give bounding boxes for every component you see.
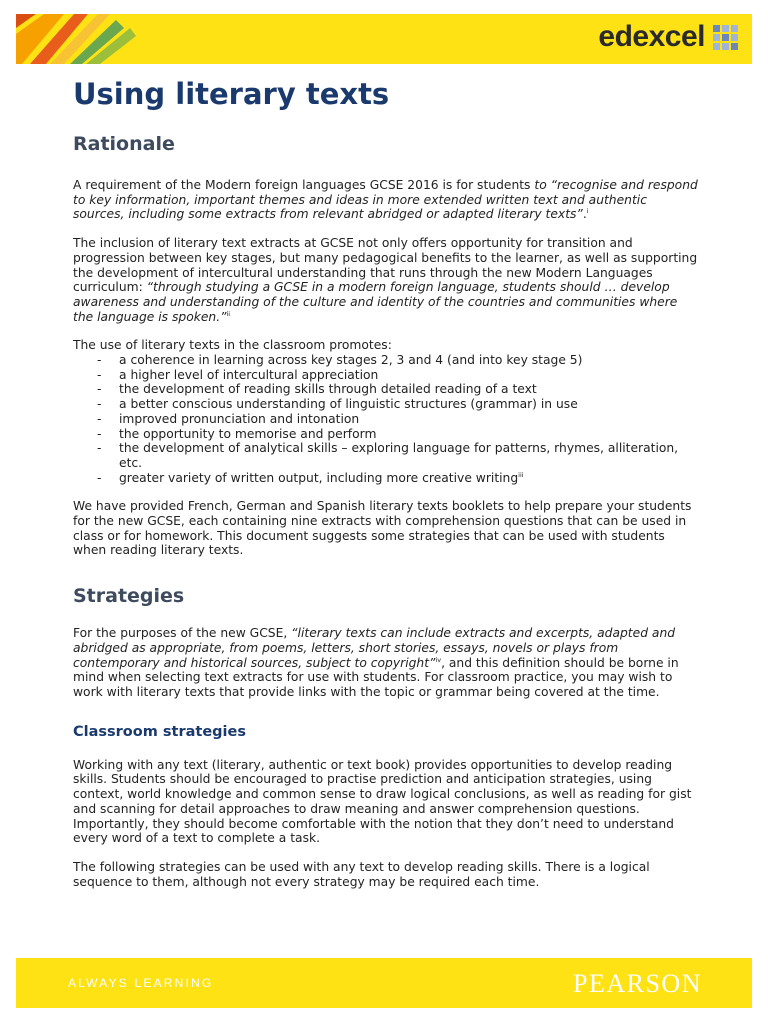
- list-intro: The use of literary texts in the classroom promotes:: [73, 338, 392, 353]
- footnote-ref: i: [586, 207, 589, 216]
- section-heading-strategies: Strategies: [73, 585, 185, 608]
- text-run: The inclusion of literary text extracts at GCSE not only offers opportunity for transition and progression between key stages, but many pedagogical benefits to the learner, as well as supporting the development of intercultural understanding that runs through the new Modern Languages curriculum:: [73, 236, 698, 295]
- list-item: [97, 471, 701, 486]
- classroom-paragraph-2: The following strategies can be used with any text to develop reading skills. There is a logical sequence to them, although not every strategy may be required each time.: [73, 859, 650, 889]
- classroom-paragraph-1: Working with any text (literary, authentic or text book) provides opportunities to develop reading skills. Students should be encouraged to practise prediction and anticipation strategies, using context, world knowledge and common sense to draw logical conclusions, as well as reading for gist and scanning for detail approaches to draw meaning and answer comprehension questions. Importantly, they should become comfortable with the notion that they don’t need to understand every word of a text to complete a task.: [73, 757, 692, 846]
- document-body: [73, 74, 701, 889]
- edexcel-logo: [598, 22, 738, 52]
- rationale-paragraph-2: [73, 236, 701, 324]
- text-run: A requirement of the Modern foreign languages GCSE 2016 is for students: [73, 178, 535, 192]
- text-run: .: [582, 207, 587, 222]
- list-item: - the opportunity to memorise and perform: [97, 427, 701, 442]
- list-item: - a better conscious understanding of linguistic structures (grammar) in use: [97, 397, 701, 412]
- pencils-image: [16, 14, 156, 64]
- text-run: For the purposes of the new GCSE,: [73, 626, 292, 641]
- rationale-paragraph-3: We have provided French, German and Spanish literary texts booklets to help prepare your students for the new GCSE, each containing nine extracts with comprehension questions that can be used in class or for homework. This document suggests some strategies that can be used with students when reading literary texts.: [73, 499, 692, 558]
- page-title: Using literary texts: [73, 77, 390, 111]
- footer-tagline: ALWAYS LEARNING: [68, 976, 214, 990]
- quote-text: to “recognise and respond to key information, important themes and ideas in more extended written text and authentic sources, including some extracts from relevant abridged or adapted literary texts”: [73, 178, 698, 222]
- footnote-ref: iv: [435, 655, 442, 664]
- footer-banner: [16, 958, 752, 1008]
- footnote-ref: iii: [518, 470, 524, 479]
- list-item: - a higher level of intercultural appreciation: [97, 368, 701, 383]
- text-run: , and this definition should be borne in mind when selecting text extracts for use with students. For classroom practice, you may wish to work with literary texts that provide links with the topic or grammar being covered at the time.: [73, 655, 679, 699]
- quote-text: “through studying a GCSE in a modern foreign language, students should … develop awareness and understanding of the culture and identity of the countries and communities where the language is spoken.”: [73, 280, 678, 324]
- list-item: - the development of analytical skills – exploring language for patterns, rhymes, alliteration, etc.: [97, 441, 701, 470]
- rationale-paragraph-1: [73, 178, 701, 222]
- header-banner: [16, 14, 752, 64]
- logo-grid-icon: [713, 25, 738, 50]
- strategies-paragraph-1: [73, 626, 701, 700]
- list-item-text: greater variety of written output, including more creative writing: [119, 470, 519, 485]
- list-item: - the development of reading skills through detailed reading of a text: [97, 382, 701, 397]
- logo-text: edexcel: [598, 20, 705, 53]
- section-heading-classroom-strategies: Classroom strategies: [73, 723, 246, 740]
- list-item: - improved pronunciation and intonation: [97, 412, 701, 427]
- section-heading-rationale: Rationale: [73, 133, 175, 155]
- benefits-list: [73, 353, 701, 485]
- footnote-ref: ii: [226, 309, 231, 318]
- quote-text: “literary texts can include extracts and excerpts, adapted and abridged as appropriate, from poems, letters, short stories, essays, novels or plays from contemporary and historical sources, subject to copyright”: [73, 626, 676, 670]
- pearson-logo: PEARSON: [573, 969, 702, 998]
- list-item: - a coherence in learning across key stages 2, 3 and 4 (and into key stage 5): [97, 353, 701, 368]
